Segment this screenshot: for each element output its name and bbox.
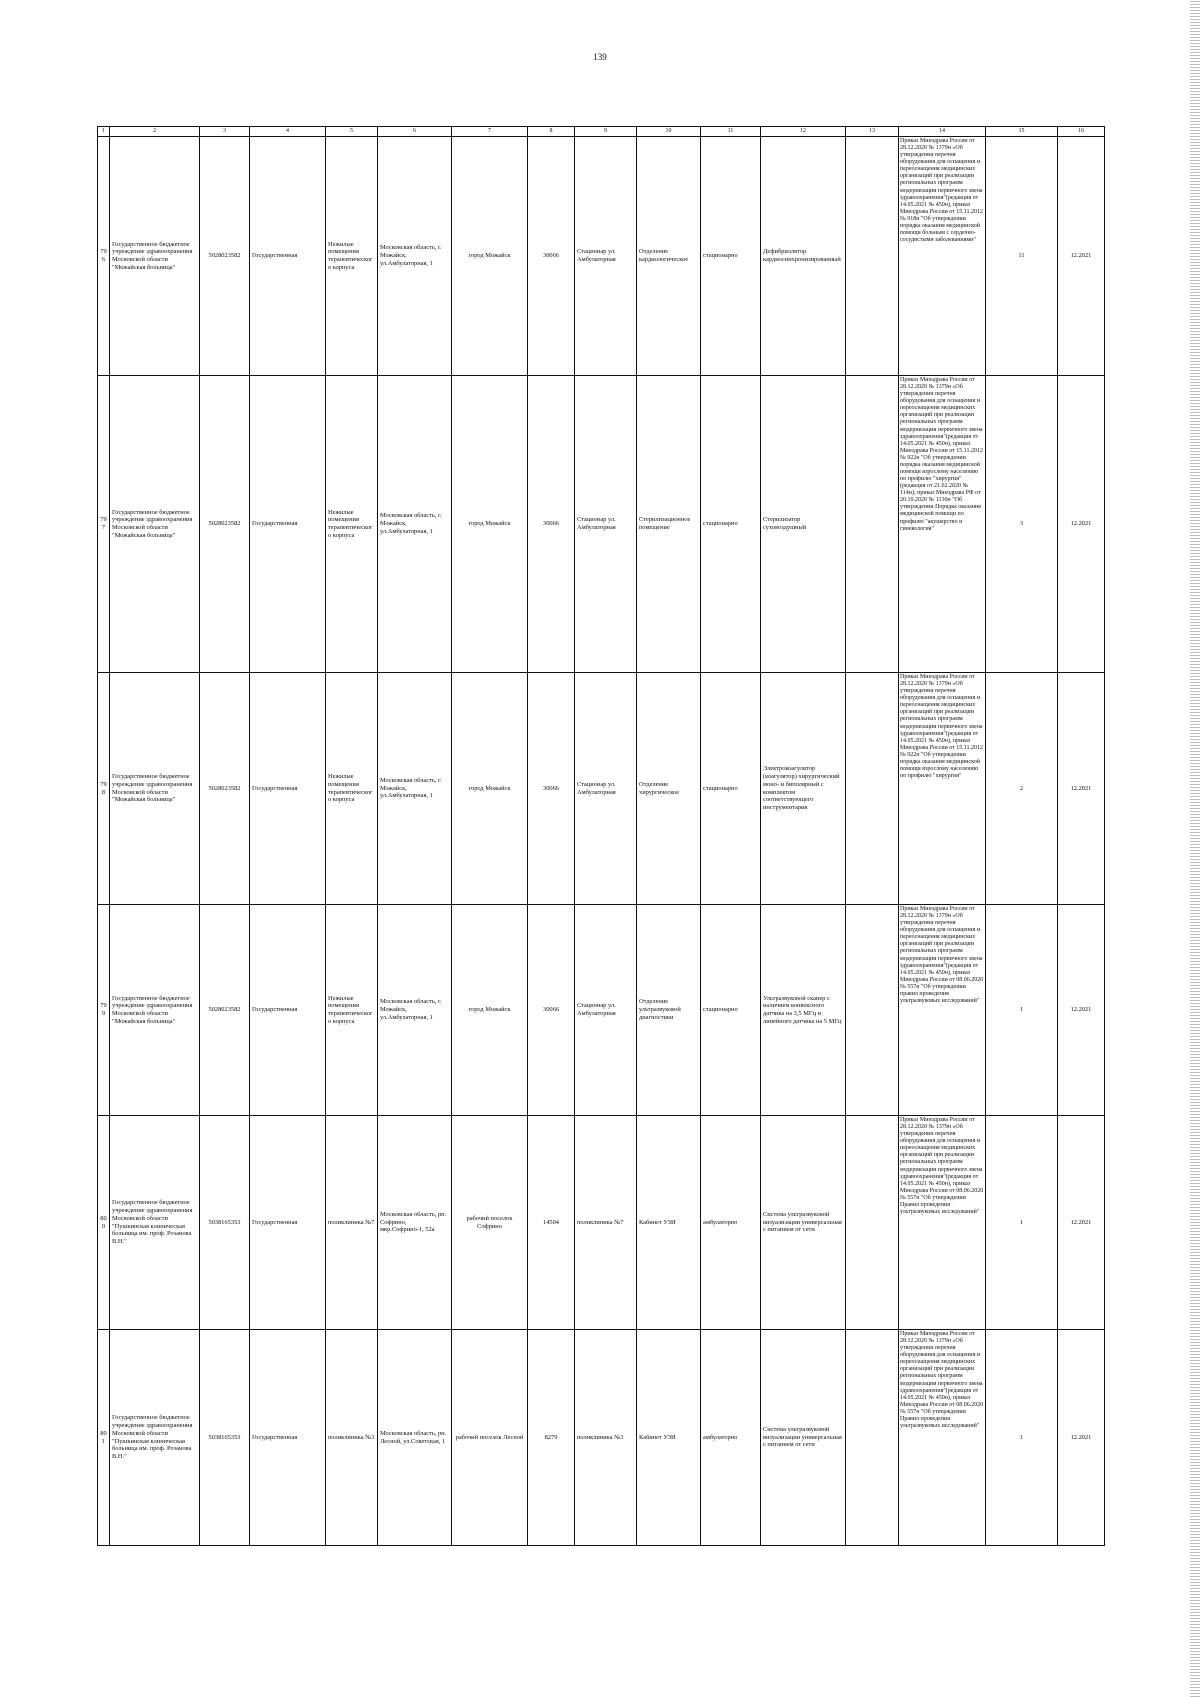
row-number-cell: 797 — [98, 376, 110, 673]
settlement-cell: город Можайск — [452, 376, 528, 673]
premises-cell: Нежилые помещения терапевтического корпуса — [326, 376, 378, 673]
ownership-cell: Государственная — [250, 1330, 326, 1546]
row-number-cell: 800 — [98, 1116, 110, 1330]
population-cell: 30066 — [528, 673, 575, 905]
population-cell: 30066 — [528, 137, 575, 376]
equipment-registry-table — [97, 126, 1105, 1546]
inn-cell: 5038165353 — [200, 1116, 250, 1330]
quantity-cell: 11 — [986, 137, 1058, 376]
ownership-cell: Государственная — [250, 673, 326, 905]
legal-basis-text: Приказ Минздрава России от 28.12.2020 № 1379н «Об утверждении перечня оборудования для оснащения и переоснащения медицинских организаций при реализации региональных программ модернизации первичного звена здравоохранения"(редакция от 14.05.2021 № 450н), приказ Минздрава России от 08.06.2020 № 557н "Об утверждении Правил проведения ультразвуковых исследований" — [900, 1117, 984, 1216]
deadline-cell: 12.2021 — [1058, 137, 1105, 376]
legal-basis-cell — [899, 1330, 986, 1546]
empty-cell — [846, 376, 899, 673]
organization-cell: Государственное бюджетное учреждение здравоохранения Московской области "Пушкинская клиническая больница им. проф. Розанова В.Н." — [110, 1330, 200, 1546]
subdivision-cell: поликлиника №7 — [575, 1116, 637, 1330]
column-header: 7 — [452, 127, 528, 137]
legal-basis-text: Приказ Минздрава России от 28.12.2020 № 1379н «Об утверждении перечня оборудования для оснащения и переоснащения медицинских организаций при реализации региональных программ модернизации первичного звена здравоохранения"(редакция от 14.05.2021 № 450н), приказ Минздрава России от 08.06.2020 № 557н "Об утверждении правил проведения ультразвуковых исследований" — [900, 906, 984, 1005]
quantity-cell: 3 — [986, 376, 1058, 673]
column-header: 16 — [1058, 127, 1105, 137]
quantity-cell: 1 — [986, 1330, 1058, 1546]
table-row — [98, 1116, 1105, 1330]
department-cell: Отделение хирургическое — [637, 673, 701, 905]
inn-cell: 5028023582 — [200, 376, 250, 673]
settlement-cell: город Можайск — [452, 673, 528, 905]
column-header: 2 — [110, 127, 200, 137]
equipment-cell: Дефибриллятор кардиосинхронизированный — [761, 137, 846, 376]
column-header: 15 — [986, 127, 1058, 137]
settlement-cell: рабочий поселок Софрино — [452, 1116, 528, 1330]
row-number-cell: 796 — [98, 137, 110, 376]
inn-cell: 5028023582 — [200, 673, 250, 905]
legal-basis-cell — [899, 137, 986, 376]
care-type-cell: стационарно — [701, 376, 761, 673]
department-cell: Кабинет УЗИ — [637, 1330, 701, 1546]
equipment-cell: Электрокоагулятор (коагулятор) хирургический моно- и биполярный с комплектом соответствующего инструментария — [761, 673, 846, 905]
table-row — [98, 1330, 1105, 1546]
empty-cell — [846, 1330, 899, 1546]
row-number-cell: 801 — [98, 1330, 110, 1546]
column-header: 6 — [378, 127, 452, 137]
legal-basis-text: Приказ Минздрава России от 28.12.2020 № 1379н «Об утверждении перечня оборудования для оснащения и переоснащения медицинских организаций при реализации региональных программ модернизации первичного звена здравоохранения"(редакция от 14.05.2021 № 450н), приказ Минздрава России от 15.11.2012 № 922н "Об утверждении порядка оказания медицинской помощи взрослому населению по профилю "хирургия" (редакция от 21.02.2020 № 114н); приказ Минздрава РФ от 20.10.2020 № 1130н "Об утверждении Порядка оказания медицинской помощи по профилю "акушерство и гинекология" — [900, 377, 984, 532]
department-cell: Кабинет УЗИ — [637, 1116, 701, 1330]
empty-cell — [846, 137, 899, 376]
equipment-cell: Ультразвуковой сканер с наличием конвексного датчика на 3,5 МГц и линейного датчика на 5 МГц — [761, 905, 846, 1116]
empty-cell — [846, 673, 899, 905]
premises-cell: поликлиника №7 — [326, 1116, 378, 1330]
legal-basis-cell — [899, 905, 986, 1116]
legal-basis-cell — [899, 376, 986, 673]
address-cell: Московская область, рп. Софрино, мкр.Софрино-1, 52а — [378, 1116, 452, 1330]
inn-cell: 5028023582 — [200, 905, 250, 1116]
quantity-cell: 1 — [986, 1116, 1058, 1330]
address-cell: Московская область, рп. Лесной, ул.Советская, 1 — [378, 1330, 452, 1546]
empty-cell — [846, 905, 899, 1116]
subdivision-cell: поликлиника №3 — [575, 1330, 637, 1546]
table-row — [98, 673, 1105, 905]
organization-cell: Государственное бюджетное учреждение здравоохранения Московской области "Можайская больница" — [110, 673, 200, 905]
quantity-cell: 1 — [986, 905, 1058, 1116]
table-row — [98, 137, 1105, 376]
population-cell: 8279 — [528, 1330, 575, 1546]
quantity-cell: 2 — [986, 673, 1058, 905]
empty-cell — [846, 1116, 899, 1330]
row-number-cell: 798 — [98, 673, 110, 905]
column-header: 12 — [761, 127, 846, 137]
column-header: 3 — [200, 127, 250, 137]
table-header — [98, 127, 1105, 137]
deadline-cell: 12.2021 — [1058, 376, 1105, 673]
deadline-cell: 12.2021 — [1058, 1116, 1105, 1330]
address-cell: Московская область, г. Можайск, ул.Амбулаторная, 1 — [378, 673, 452, 905]
organization-cell: Государственное бюджетное учреждение здравоохранения Московской области "Можайская больница" — [110, 905, 200, 1116]
column-header: 4 — [250, 127, 326, 137]
department-cell: Отделение кардиологическое — [637, 137, 701, 376]
population-cell: 30066 — [528, 376, 575, 673]
header-row — [98, 127, 1105, 137]
equipment-cell: Стерилизатор суховоздушный — [761, 376, 846, 673]
department-cell: Отделение ультразвуковой диагностики — [637, 905, 701, 1116]
premises-cell: поликлиника №3 — [326, 1330, 378, 1546]
column-header: 14 — [899, 127, 986, 137]
care-type-cell: амбулаторно — [701, 1116, 761, 1330]
column-header: 1 — [98, 127, 110, 137]
organization-cell: Государственное бюджетное учреждение здравоохранения Московской области "Можайская больница" — [110, 376, 200, 673]
premises-cell: Нежилые помещения терапевтического корпуса — [326, 137, 378, 376]
care-type-cell: стационарно — [701, 673, 761, 905]
settlement-cell: город Можайск — [452, 137, 528, 376]
deadline-cell: 12.2021 — [1058, 905, 1105, 1116]
deadline-cell: 12.2021 — [1058, 1330, 1105, 1546]
inn-cell: 5028023582 — [200, 137, 250, 376]
legal-basis-text: Приказ Минздрава России от 28.12.2020 № 1379н «Об утверждении перечня оборудования для оснащения и переоснащения медицинских организаций при реализации региональных программ модернизации первичного звена здравоохранения"(редакция от 14.05.2021 № 450н), приказ Минздрава России от 15.11.2012 № 918н "Об утверждении порядка оказания медицинской помощи больным с сердечно-сосудистыми заболеваниями" — [900, 138, 984, 244]
row-number-cell: 799 — [98, 905, 110, 1116]
equipment-cell: Система ультразвуковой визуализации универсальная с питанием от сети — [761, 1330, 846, 1546]
column-header: 13 — [846, 127, 899, 137]
ownership-cell: Государственная — [250, 905, 326, 1116]
ownership-cell: Государственная — [250, 376, 326, 673]
care-type-cell: стационарно — [701, 905, 761, 1116]
scan-edge-strip — [1190, 0, 1200, 1697]
legal-basis-text: Приказ Минздрава России от 28.12.2020 № 1379н «Об утверждении перечня оборудования для оснащения и переоснащения медицинских организаций при реализации региональных программ модернизации первичного звена здравоохранения"(редакция от 14.05.2021 № 450н), приказ Минздрава России от 15.11.2012 № 922н "Об утверждении порядка оказания медицинской помощи взрослому населению по профилю "хирургия" — [900, 674, 984, 780]
premises-cell: Нежилые помещения терапевтического корпуса — [326, 905, 378, 1116]
table-row — [98, 376, 1105, 673]
subdivision-cell: Стационар ул. Амбулаторная — [575, 905, 637, 1116]
subdivision-cell: Стационар ул. Амбулаторная — [575, 673, 637, 905]
legal-basis-cell — [899, 1116, 986, 1330]
ownership-cell: Государственная — [250, 1116, 326, 1330]
address-cell: Московская область, г. Можайск, ул.Амбулаторная, 1 — [378, 376, 452, 673]
legal-basis-text: Приказ Минздрава России от 28.12.2020 № 1379н «Об утверждении перечня оборудования для оснащения и переоснащения медицинских организаций при реализации региональных программ модернизации первичного звена здравоохранения"(редакция от 14.05.2021 № 450н), приказ Минздрава России от 08.06.2020 № 557н "Об утверждении Правил проведения ультразвуковых исследований" — [900, 1331, 984, 1430]
settlement-cell: город Можайск — [452, 905, 528, 1116]
organization-cell: Государственное бюджетное учреждение здравоохранения Московской области "Можайская больница" — [110, 137, 200, 376]
population-cell: 14504 — [528, 1116, 575, 1330]
premises-cell: Нежилые помещения терапевтического корпуса — [326, 673, 378, 905]
address-cell: Московская область, г. Можайск, ул.Амбулаторная, 1 — [378, 137, 452, 376]
equipment-cell: Система ультразвуковой визуализации универсальная с питанием от сети — [761, 1116, 846, 1330]
address-cell: Московская область, г. Можайск, ул.Амбулаторная, 1 — [378, 905, 452, 1116]
inn-cell: 5038165353 — [200, 1330, 250, 1546]
care-type-cell: амбулаторно — [701, 1330, 761, 1546]
table-row — [98, 905, 1105, 1116]
subdivision-cell: Стационар ул. Амбулаторная — [575, 137, 637, 376]
department-cell: Стерилизационное помещение — [637, 376, 701, 673]
column-header: 10 — [637, 127, 701, 137]
column-header: 8 — [528, 127, 575, 137]
legal-basis-cell — [899, 673, 986, 905]
column-header: 11 — [701, 127, 761, 137]
column-header: 5 — [326, 127, 378, 137]
settlement-cell: рабочий поселок Лесной — [452, 1330, 528, 1546]
organization-cell: Государственное бюджетное учреждение здравоохранения Московской области "Пушкинская клиническая больница им. проф. Розанова В.Н." — [110, 1116, 200, 1330]
deadline-cell: 12.2021 — [1058, 673, 1105, 905]
page-number: 139 — [593, 52, 607, 62]
column-header: 9 — [575, 127, 637, 137]
ownership-cell: Государственная — [250, 137, 326, 376]
table-body — [98, 137, 1105, 1546]
population-cell: 30066 — [528, 905, 575, 1116]
subdivision-cell: Стационар ул. Амбулаторная — [575, 376, 637, 673]
care-type-cell: стационарно — [701, 137, 761, 376]
